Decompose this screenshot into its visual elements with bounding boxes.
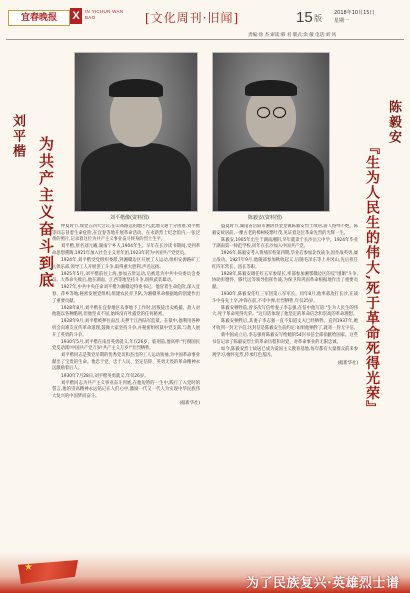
masthead — [0, 0, 410, 44]
article-headline: 为共产主义奋斗到底 — [37, 136, 55, 289]
paragraph: 1924年,刘平楷受党组织委派,到湘赣边区开展工人运动,组织安源路矿工人俱乐部,领导工人开展罢工斗争,取得重大胜利,声名远扬。 — [52, 257, 200, 270]
paragraph: 陈毅安牺牲后,其妻子李志强一直不知道丈夫已经牺牲。直到1937年,她才收到一封无字信,这封信是陈毅安生前约定:如果他牺牲了,就寄一封无字信。 — [212, 319, 358, 331]
paragraph: 1928年9月,刘平楷被押往南昌,关押于江西陆军监狱。在狱中,他利用各种机会向难友宣传革命道理,鼓舞大家坚持斗争,并秘密组织狱中党支部,与敌人展开了英勇的斗争。 — [52, 319, 200, 338]
photo-caption: 刘平楷像(资料图) — [110, 215, 149, 221]
masthead-pinyin: IN YICHUN WAN BAO — [85, 9, 124, 20]
paragraph: 陈毅安牺牲前,曾多次写信给妻子李志强,在信中他写道:"生为人民生的伟大,死于革命死得光荣。"这句话体现了他坚定的革命信念和崇高的革命理想。 — [212, 305, 358, 318]
article-body — [52, 224, 200, 550]
editor-credits: 责编:徐 杰 审读:韩 君 版式:余 敏 电话:刘 风 — [248, 33, 337, 38]
paragraph: 1930年7月28日,刘平楷英勇就义,年仅26岁。 — [61, 373, 149, 379]
masthead-divider — [6, 39, 404, 40]
newspaper-logo: 宜春晚报 — [8, 10, 70, 26]
page-number: 15 — [296, 9, 313, 26]
article-body — [212, 224, 358, 550]
paragraph: 如今,陈毅安烈士故居已成为爱国主义教育基地,每年都有大量群众前来参观学习,缅怀先烈,传承红色基因。 — [212, 346, 358, 359]
issue-weekday: 星期一 — [334, 18, 350, 24]
paragraph: 1925年5月,刘平楷前往上海,参加五卅运动,后被选为中共中央委员会委员。大革命失败后,他在湖南、江西等地坚持斗争,组织武装暴动。 — [52, 271, 200, 284]
portrait-photo — [212, 52, 330, 212]
page-number-suffix: 版 — [314, 14, 322, 23]
article-headline: 『生为人民生的伟大,死于革命死得光荣』 — [364, 140, 380, 416]
paragraph: 刘平楷同志是我党早期的优秀党员和杰出的工人运动领袖,为中国革命事业献出了宝贵的生命。他忠于党、忠于人民、坚定信仰、英勇无畏的革命精神永远激励着后人。 — [52, 353, 200, 372]
portrait-photo — [74, 52, 198, 212]
paragraph: 1927年,中共中央任命刘平楷为湘赣边特委书记。他冒着生命危险,深入宜春、萍乡等地,秘密发展党组织,组建农民赤卫队,为湘赣革命根据地的创建作出了重要贡献。 — [52, 285, 200, 304]
paragraph: 陈毅安,1905年出生于湖南湘阴,早年就读于长沙岳云中学。1924年毕业于湖南第一师范学校,同年在长沙加入中国共产党。 — [212, 237, 358, 250]
portrait-hair — [245, 80, 297, 96]
paragraph: 1930年5月,刘平楷在南昌英勇就义,年仅26岁。临刑前,他高呼:"打倒国民党反动派!中国共产党万岁!共产主义万岁!"壮烈牺牲。 — [52, 339, 200, 352]
article-chen-yian — [208, 44, 404, 550]
portrait-body — [81, 143, 191, 211]
paragraph: 1928年8月,刘平楷在宜春地区从事地下工作时,因叛徒出卖被捕。敌人对他施以各种酷刑,但他坚贞不屈,始终没有吐露党的任何秘密。 — [52, 305, 200, 318]
article-name-heading: 陈毅安 — [386, 100, 401, 145]
section-title: [文化周刊·旧闻] — [145, 11, 240, 25]
byline: (据新华社) — [179, 401, 200, 407]
paragraph: 1930年,陈毅安任红三军团第八军军长。同年8月,他率部攻打长沙,在战斗中身先士卒,冲锋在前,不幸中弹,壮烈牺牲,年仅25岁。 — [212, 291, 358, 304]
paragraph: 1928年,陈毅安调任红五军参谋长,率部参加湘鄂赣边区的反"围剿"斗争,协助彭德怀、滕代远等领导指挥作战,为保卫和巩固革命根据地作出了重要贡献。 — [212, 271, 358, 290]
footer-banner-text: 为了民族复兴·英雄烈士谱 — [246, 576, 400, 591]
paragraph: 1926年,陈毅安考入黄埔军校第四期,毕业后参加北伐战争,因作战英勇,屡立战功。1927年9月,他随部参加秋收起义,后随毛泽东等上井冈山,先后担任红四军营长、团长等职。 — [212, 251, 358, 270]
article-name-heading: 刘平楷 — [10, 114, 25, 159]
paragraph: 盛夏时节,湖南省岳阳市湘阴县金龙镇陈毅安烈士故居,游人络绎不绝。陈毅安故居前,一棵古老的樟树枝繁叶茂,见证着这位革命先烈的光辉一生。 — [212, 224, 358, 236]
issue-date: 2018年10月15日 — [334, 10, 375, 16]
paragraph: 刘平楷,原名刘元曦,湖南宁乡人,1904年生。早年在长沙读书期间,受到革命思想熏陶,1921年加入社会主义青年团,1923年转为中国共产党党员。 — [52, 244, 200, 256]
x-badge: X — [70, 8, 82, 24]
portrait-glasses — [257, 107, 270, 118]
portrait-hair — [109, 79, 163, 97]
article-liu-pingkai — [6, 44, 202, 550]
paragraph: 仲夏时节,瑞金五四大会议,在山高路远的地区内,此地交通十分困难,刘平楷等同志冒着生命危险,在宜春等地开展革命活动。在永新烈士纪念馆内,一张泛黄的照片,记录着这位为共产主义事业奋斗终身的烈士生平。 — [52, 224, 200, 243]
paragraph: 刘平楷同志为共产主义事业奋斗到底,在他短暂的一生中,践行了入党时的誓言,他的崇高精神永远铭记在人们心中,激励一代又一代人为实现中华民族伟大复兴的中国梦而奋斗。 — [52, 380, 200, 399]
photo-caption: 陈毅安(资料图) — [248, 215, 282, 221]
byline: (据新华社) — [337, 360, 358, 366]
portrait-body — [218, 147, 324, 211]
portrait-glasses — [273, 107, 286, 118]
paragraph: 新中国成立后,李志强将陈毅安写给她的54封书信全部捐献给国家。这些书信记录了陈毅安烈士的革命历程和对党、对革命事业的无限忠诚。 — [212, 333, 358, 345]
star-icon: ★ — [24, 562, 33, 573]
